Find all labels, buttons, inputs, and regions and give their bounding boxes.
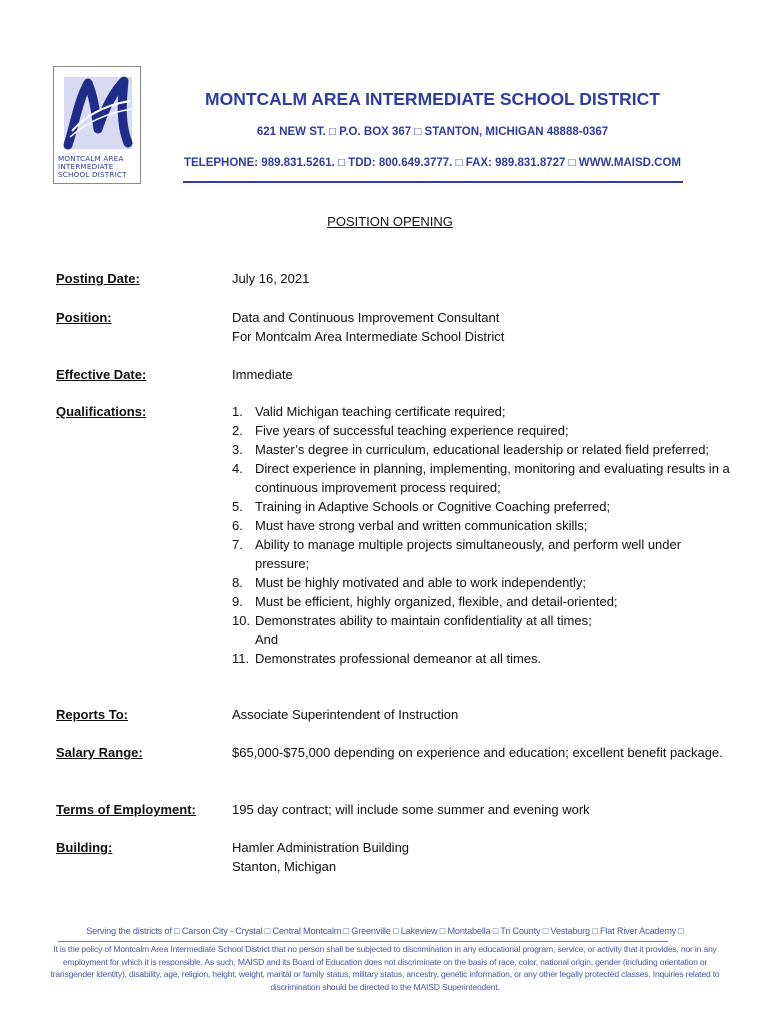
list-item [232,611,732,649]
list-item [232,459,732,497]
list-item-number: 4. [232,461,243,476]
list-item-text: Must have strong verbal and written communication skills; [255,518,588,533]
list-item-text: Master’s degree in curriculum, educational leadership or related field preferred; [255,442,710,457]
list-item-number: 5. [232,499,243,514]
list-item-number: 1. [232,404,243,419]
salary-range-label: Salary Range: [56,745,143,760]
list-item-text: Direct experience in planning, implementing, monitoring and evaluating results in a continuous improvement process required; [255,461,730,495]
logo-line: INTERMEDIATE [58,162,114,171]
nondiscrimination-policy: It is the policy of Montcalm Area Intermediate School District that no person shall be subjected to discrimination in any educational program, service, or activity that it provides, nor in any employment for which it is responsible. As such, MAISD and its Board of Education does not discriminate on the basis of race, color, national origin, gender (including orientation or transgender identity), disability, age, religion, height, weight, marital or family status, military status, ancestry, genetic information, or any other legally protected classes. Inquiries related to discrimination should be directed to the MAISD Superintendent. [50,944,720,992]
list-item-number: 9. [232,594,243,609]
list-item [232,649,732,668]
serving-districts: Serving the districts of □ Carson City - Crystal □ Central Montcalm □ Greenville □ Lakeview □ Montabella □ Tri County □ Vestaburg □ Flat River Academy □ [86,926,684,936]
list-item-number: 6. [232,518,243,533]
list-item [232,421,732,440]
logo-wordmark [58,155,138,179]
list-item-number: 7. [232,537,243,552]
list-item [232,402,732,421]
effective-date-value: Immediate [232,367,293,382]
building-line: Hamler Administration Building [232,840,410,855]
effective-date-label: Effective Date: [56,367,147,382]
position-label: Position: [56,310,112,325]
list-item-number: 11. [232,651,250,666]
letterhead-divider [183,181,683,183]
list-item-text: Valid Michigan teaching certificate required; [255,404,506,419]
building-label: Building: [56,840,113,855]
terms-value: 195 day contract; will include some summer and evening work [232,802,590,817]
list-item-text: Five years of successful teaching experience required; [255,423,569,438]
district-logo [53,66,141,184]
list-item-conjunction: And [255,632,279,647]
posting-date-value: July 16, 2021 [232,271,310,286]
list-item-number: 3. [232,442,243,457]
list-item-number: 10. [232,613,251,628]
list-item [232,535,732,573]
list-item-text: Demonstrates professional demeanor at all times. [255,651,542,666]
list-item [232,440,732,459]
reports-to-label: Reports To: [56,707,128,722]
list-item-number: 8. [232,575,243,590]
list-item-text: Ability to manage multiple projects simultaneously, and perform well under pressure; [255,537,682,571]
terms-label: Terms of Employment: [56,802,196,817]
district-contact: TELEPHONE: 989.831.5261. □ TDD: 800.649.3777. □ FAX: 989.831.8727 □ WWW.MAISD.COM [183,157,681,169]
page-title-text: POSITION OPENING [327,214,453,229]
list-item [232,592,732,611]
building-value [232,838,732,876]
list-item-text: Training in Adaptive Schools or Cognitive Coaching preferred; [255,499,611,514]
posting-date-label: Posting Date: [56,271,140,286]
district-address: 621 NEW ST. □ P.O. BOX 367 □ STANTON, MICHIGAN 48888-0367 [256,126,609,138]
list-item [232,573,732,592]
list-item-number: 2. [232,423,243,438]
salary-range-value: $65,000-$75,000 depending on experience and education; excellent benefit package. [232,745,723,760]
page-title [0,214,770,229]
building-line: Stanton, Michigan [232,859,337,874]
reports-to-value: Associate Superintendent of Instruction [232,707,459,722]
qualifications-value [232,402,732,668]
qualifications-list [232,402,732,668]
list-item-text: Must be highly motivated and able to work independently; [255,575,586,590]
logo-line: SCHOOL DISTRICT [58,170,127,179]
footer-divider [58,941,668,942]
position-line: Data and Continuous Improvement Consultant [232,310,500,325]
logo-line: MONTCALM AREA [58,154,124,163]
qualifications-label: Qualifications: [56,404,147,419]
position-line: For Montcalm Area Intermediate School District [232,329,505,344]
list-item-text: Must be efficient, highly organized, flexible, and detail-oriented; [255,594,618,609]
list-item-text: Demonstrates ability to maintain confidentiality at all times; [255,613,592,628]
list-item [232,497,732,516]
district-name: MONTCALM AREA INTERMEDIATE SCHOOL DISTRICT [205,89,660,109]
list-item [232,516,732,535]
logo-m-icon [58,71,138,153]
position-value [232,308,732,346]
